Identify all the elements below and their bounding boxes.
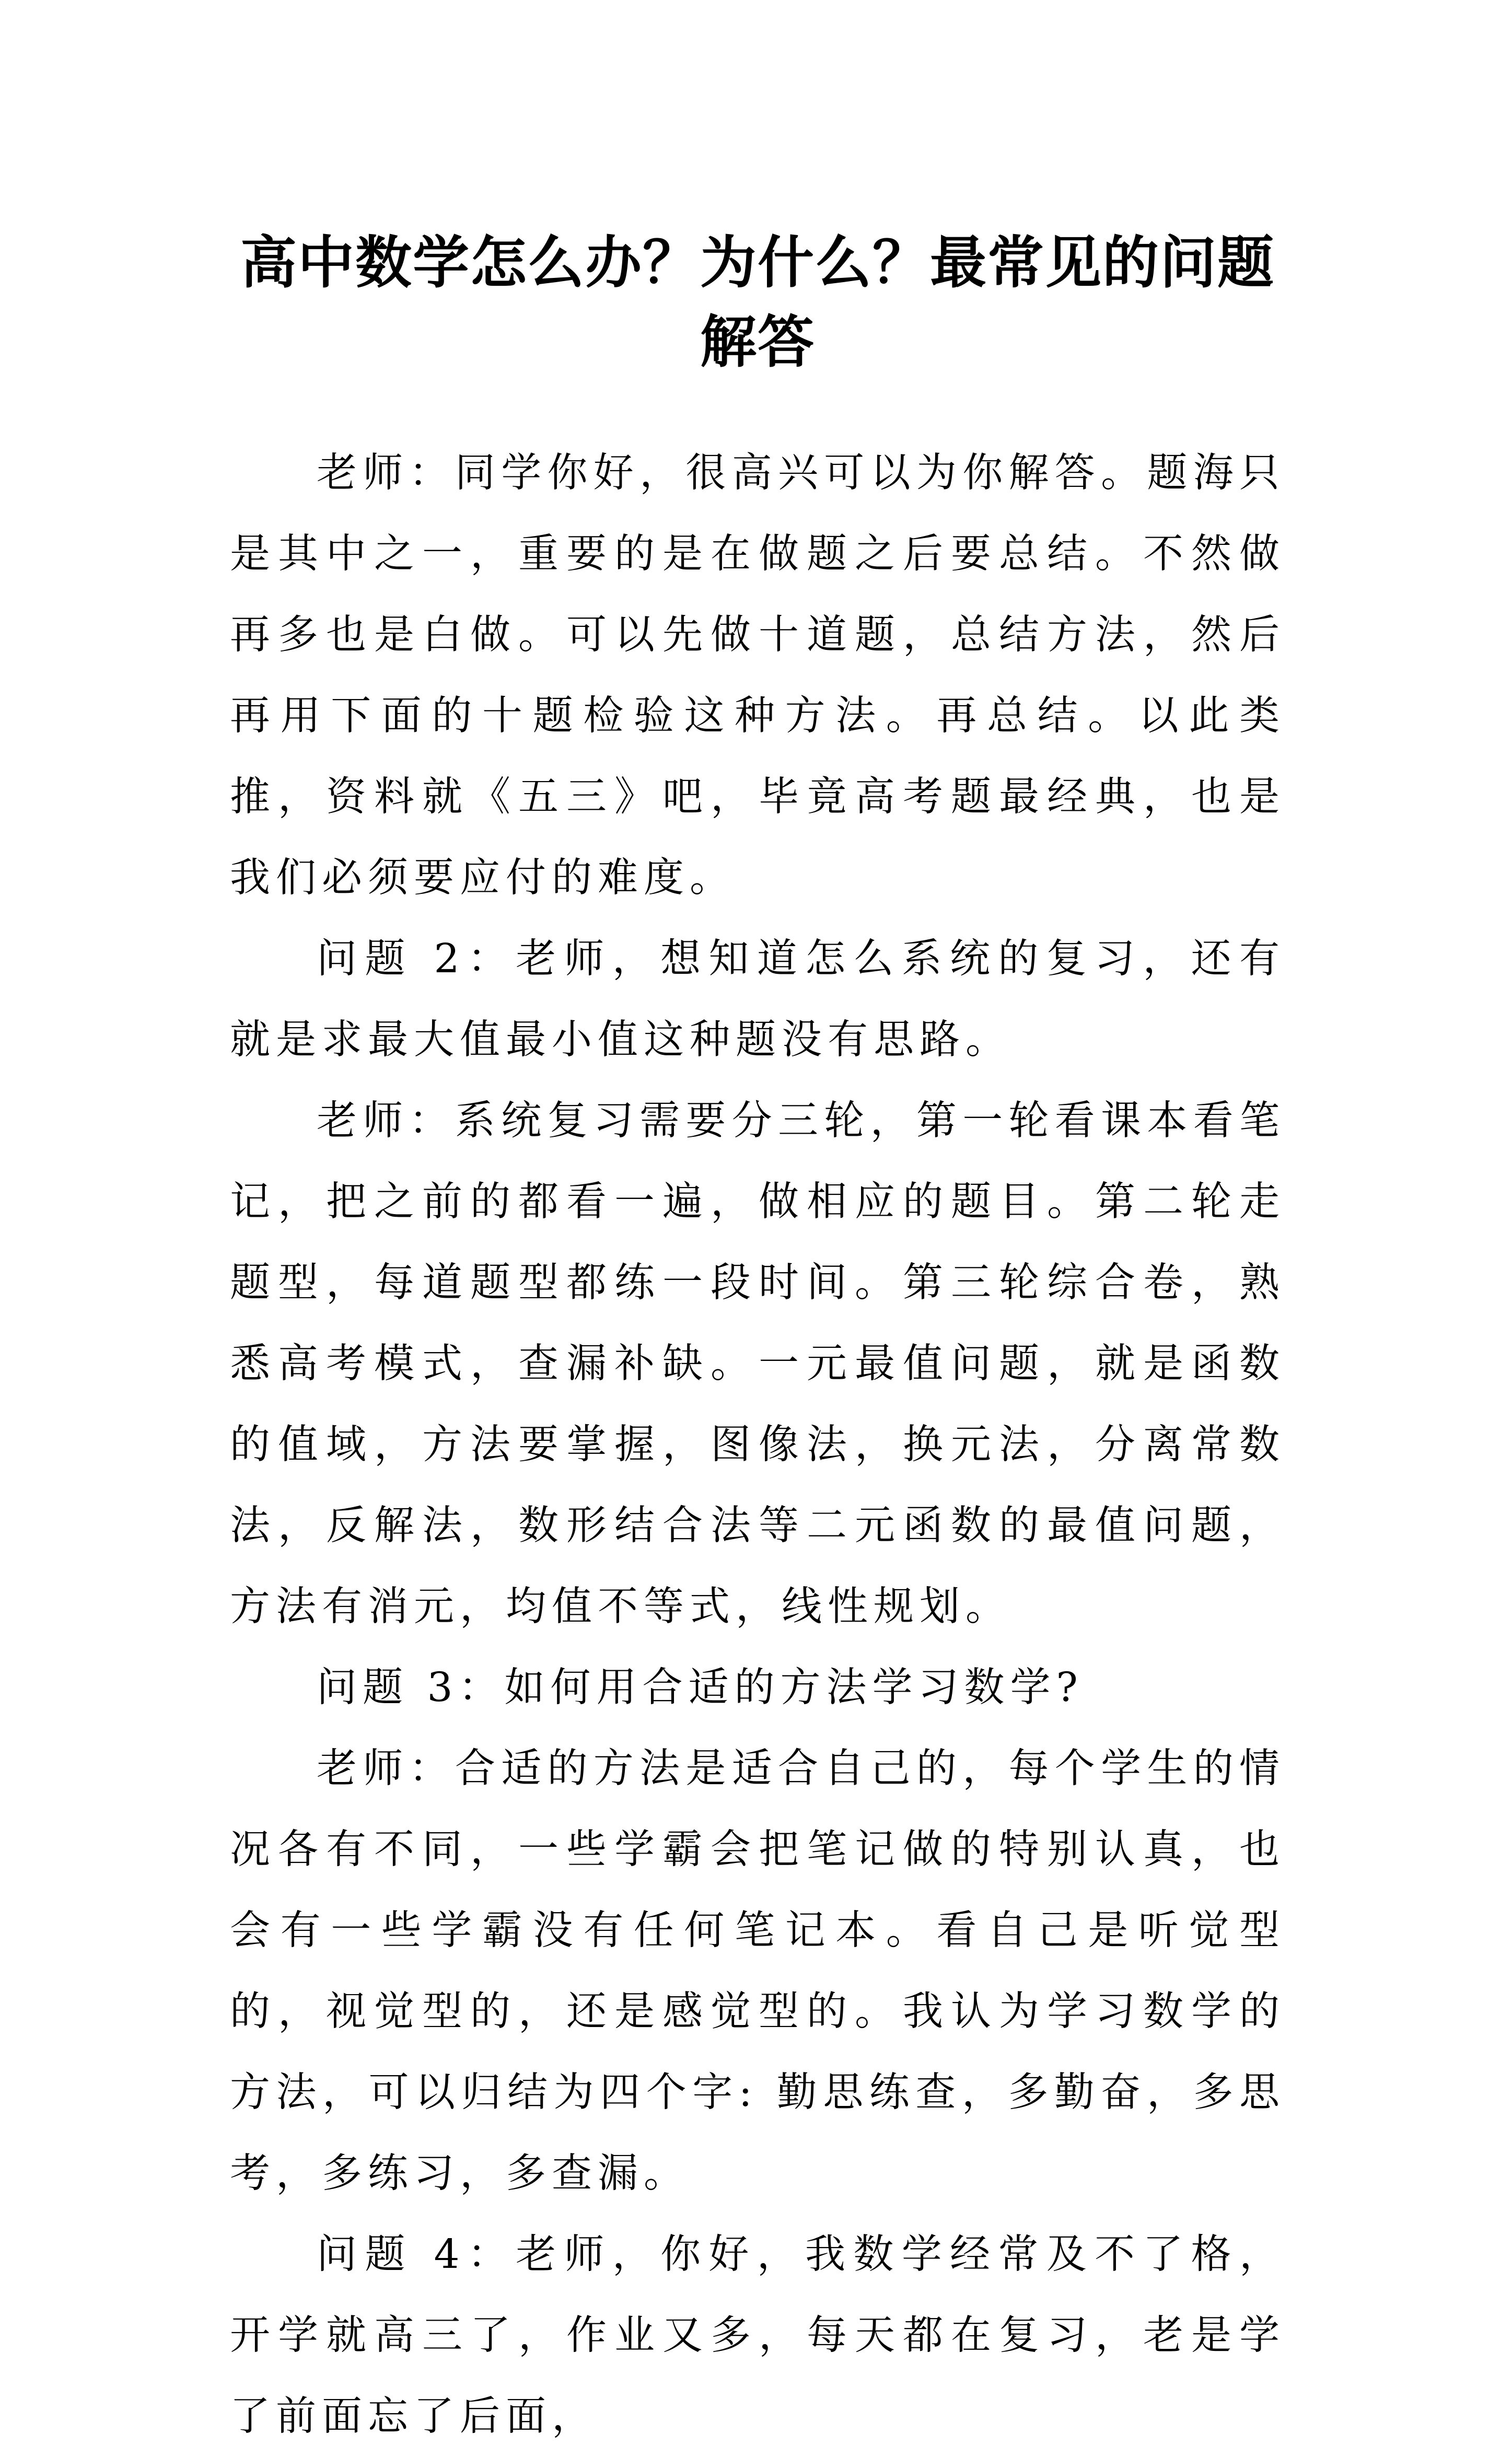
title-line-1: 高中数学怎么办？为什么？最常见的问题 xyxy=(240,230,1275,296)
paragraph-question-3: 问题 3：如何用合适的方法学习数学? xyxy=(317,1664,1084,1711)
paragraph-question-2: 问题 2：老师，想知道怎么系统的复习，还有就是求最大值最小值这种题没有思路。 xyxy=(230,936,1285,1063)
paragraph-teacher-answer-2: 老师：系统复习需要分三轮，第一轮看课本看笔记，把之前的都看一遍，做相应的题目。第二轮走题型，每道题型都练一段时间。第三轮综合卷，熟悉高考模式，查漏补缺。一元最值问题，就是函数的值域，方法要掌握，图像法，换元法，分离常数法，反解法，数形结合法等二元函数的最值问题，方法有消元，均值不等式，线性规划。 xyxy=(230,1098,1285,1630)
document-body xyxy=(230,433,1285,2457)
document-title xyxy=(230,223,1285,382)
paragraph-question-4: 问题 4：老师，你好，我数学经常及不了格，开学就高三了，作业又多，每天都在复习，老是学了前面忘了后面， xyxy=(230,2231,1285,2440)
paragraph-teacher-answer-1: 老师：同学你好，很高兴可以为你解答。题海只是其中之一，重要的是在做题之后要总结。不然做再多也是白做。可以先做十道题，总结方法，然后再用下面的十题检验这种方法。再总结。以此类推，资料就《五三》吧，毕竟高考题最经典，也是我们必须要应付的难度。 xyxy=(230,450,1285,901)
title-line-2: 解答 xyxy=(700,309,815,376)
paragraph-teacher-answer-3: 老师：合适的方法是适合自己的，每个学生的情况各有不同，一些学霸会把笔记做的特别认真，也会有一些学霸没有任何笔记本。看自己是听觉型的，视觉型的，还是感觉型的。我认为学习数学的方法，可以归结为四个字: 勤思练查，多勤奋，多思考，多练习，多查漏。 xyxy=(230,1745,1285,2197)
